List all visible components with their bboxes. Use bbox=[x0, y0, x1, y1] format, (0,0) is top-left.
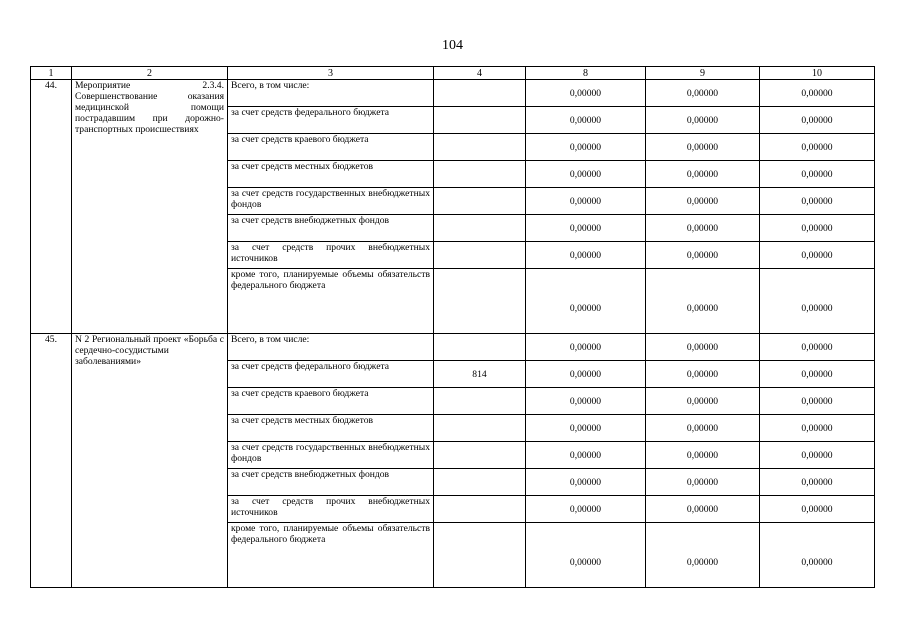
value-col-8: 0,00000 bbox=[526, 215, 646, 242]
page-number: 104 bbox=[442, 38, 463, 53]
value-col-8: 0,00000 bbox=[526, 161, 646, 188]
budget-code bbox=[434, 334, 526, 361]
budget-code bbox=[434, 496, 526, 523]
budget-code: 814 bbox=[434, 361, 526, 388]
value-col-8: 0,00000 bbox=[526, 496, 646, 523]
table-row bbox=[31, 334, 875, 361]
funding-source: за счет средств прочих внебюджетных источников bbox=[228, 242, 434, 269]
budget-code bbox=[434, 269, 526, 334]
funding-source: за счет средств краевого бюджета bbox=[228, 134, 434, 161]
value-col-10: 0,00000 bbox=[760, 388, 875, 415]
header-row bbox=[31, 67, 875, 80]
value-col-9: 0,00000 bbox=[646, 215, 760, 242]
budget-code bbox=[434, 388, 526, 415]
header-cell-col-8: 8 bbox=[526, 67, 646, 80]
value-col-8: 0,00000 bbox=[526, 134, 646, 161]
budget-code bbox=[434, 215, 526, 242]
funding-source: за счет средств федерального бюджета bbox=[228, 107, 434, 134]
value-col-10: 0,00000 bbox=[760, 107, 875, 134]
funding-source: кроме того, планируемые объемы обязательств федерального бюджета bbox=[228, 269, 434, 334]
value-col-9: 0,00000 bbox=[646, 415, 760, 442]
value-col-10: 0,00000 bbox=[760, 80, 875, 107]
funding-source: за счет средств внебюджетных фондов bbox=[228, 215, 434, 242]
value-col-10: 0,00000 bbox=[760, 161, 875, 188]
value-col-9: 0,00000 bbox=[646, 388, 760, 415]
budget-code bbox=[434, 188, 526, 215]
funding-source: за счет средств федерального бюджета bbox=[228, 361, 434, 388]
value-col-8: 0,00000 bbox=[526, 188, 646, 215]
header-cell-col-10: 10 bbox=[760, 67, 875, 80]
funding-source: за счет средств прочих внебюджетных источников bbox=[228, 496, 434, 523]
value-col-10: 0,00000 bbox=[760, 215, 875, 242]
funding-source: Всего, в том числе: bbox=[228, 80, 434, 107]
value-col-8: 0,00000 bbox=[526, 361, 646, 388]
value-col-8: 0,00000 bbox=[526, 242, 646, 269]
value-col-10: 0,00000 bbox=[760, 415, 875, 442]
value-col-9: 0,00000 bbox=[646, 107, 760, 134]
budget-code bbox=[434, 134, 526, 161]
budget-code bbox=[434, 415, 526, 442]
value-col-9: 0,00000 bbox=[646, 134, 760, 161]
value-col-10: 0,00000 bbox=[760, 242, 875, 269]
value-col-9: 0,00000 bbox=[646, 188, 760, 215]
funding-source: за счет средств государственных внебюджетных фондов bbox=[228, 188, 434, 215]
value-col-10: 0,00000 bbox=[760, 334, 875, 361]
funding-source: за счет средств местных бюджетов bbox=[228, 161, 434, 188]
value-col-10: 0,00000 bbox=[760, 134, 875, 161]
header-cell-col-3: 3 bbox=[228, 67, 434, 80]
value-col-8: 0,00000 bbox=[526, 415, 646, 442]
value-col-9: 0,00000 bbox=[646, 161, 760, 188]
value-col-10: 0,00000 bbox=[760, 361, 875, 388]
value-col-10: 0,00000 bbox=[760, 496, 875, 523]
value-col-8: 0,00000 bbox=[526, 469, 646, 496]
entry-name: Мероприятие 2.3.4. Совершенствование оказания медицинской помощи пострадавшим при дорожно- транспортных происшествиях bbox=[72, 80, 228, 334]
budget-table bbox=[30, 66, 875, 588]
header-cell-col-1: 1 bbox=[31, 67, 72, 80]
value-col-8: 0,00000 bbox=[526, 388, 646, 415]
value-col-9: 0,00000 bbox=[646, 334, 760, 361]
budget-code bbox=[434, 242, 526, 269]
value-col-9: 0,00000 bbox=[646, 361, 760, 388]
funding-source: кроме того, планируемые объемы обязательств федерального бюджета bbox=[228, 523, 434, 588]
value-col-10: 0,00000 bbox=[760, 188, 875, 215]
value-col-8: 0,00000 bbox=[526, 269, 646, 334]
value-col-10: 0,00000 bbox=[760, 442, 875, 469]
value-col-8: 0,00000 bbox=[526, 334, 646, 361]
budget-code bbox=[434, 469, 526, 496]
value-col-9: 0,00000 bbox=[646, 442, 760, 469]
value-col-9: 0,00000 bbox=[646, 80, 760, 107]
funding-source: за счет средств внебюджетных фондов bbox=[228, 469, 434, 496]
header-cell-col-2: 2 bbox=[72, 67, 228, 80]
value-col-10: 0,00000 bbox=[760, 469, 875, 496]
value-col-10: 0,00000 bbox=[760, 269, 875, 334]
value-col-8: 0,00000 bbox=[526, 442, 646, 469]
funding-source: за счет средств местных бюджетов bbox=[228, 415, 434, 442]
budget-code bbox=[434, 523, 526, 588]
entry-number: 44. bbox=[31, 80, 72, 334]
table-row bbox=[31, 80, 875, 107]
header-cell-col-9: 9 bbox=[646, 67, 760, 80]
value-col-9: 0,00000 bbox=[646, 242, 760, 269]
value-col-8: 0,00000 bbox=[526, 107, 646, 134]
budget-code bbox=[434, 80, 526, 107]
entry-name: N 2 Региональный проект «Борьба с сердечно-сосудистыми заболеваниями» bbox=[72, 334, 228, 588]
funding-source: за счет средств краевого бюджета bbox=[228, 388, 434, 415]
value-col-9: 0,00000 bbox=[646, 523, 760, 588]
budget-code bbox=[434, 442, 526, 469]
funding-source: за счет средств государственных внебюджетных фондов bbox=[228, 442, 434, 469]
entry-number: 45. bbox=[31, 334, 72, 588]
funding-source: Всего, в том числе: bbox=[228, 334, 434, 361]
value-col-8: 0,00000 bbox=[526, 523, 646, 588]
budget-code bbox=[434, 107, 526, 134]
value-col-9: 0,00000 bbox=[646, 469, 760, 496]
value-col-10: 0,00000 bbox=[760, 523, 875, 588]
header-cell-col-4: 4 bbox=[434, 67, 526, 80]
value-col-9: 0,00000 bbox=[646, 269, 760, 334]
value-col-8: 0,00000 bbox=[526, 80, 646, 107]
value-col-9: 0,00000 bbox=[646, 496, 760, 523]
budget-code bbox=[434, 161, 526, 188]
